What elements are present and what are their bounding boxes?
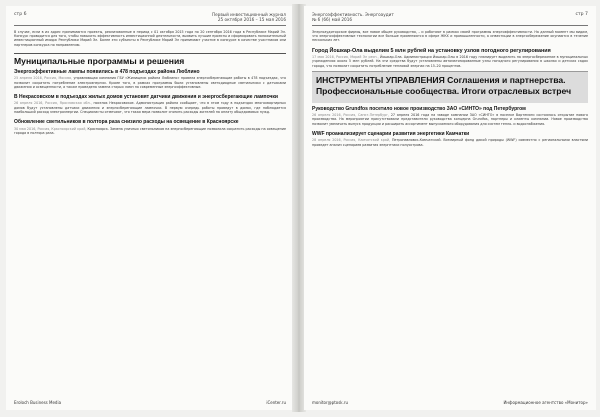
left-intro-text: В случае, если в их адрес принимаются проекты, реализованные в период с 01 октября 2015 года по 20 сентября 2016 года в Республике Марий Эл. Конкурс проводится для того, чтобы повысить эффективность инвестиционной деятельности, выявить лучшие проекты и сформировать положительный инвестиционный имидж Республики Марий Эл. Более эти субъекты в Республике Марий Эл принимают участие в конкурсе в качестве участников или партнеров конкурса по направлению. [14, 30, 286, 47]
left-article3-text: Красноярск. Замена уличных светильников на энергосберегающие позволила сократить расходы на освещение города в полтора раза. [14, 126, 286, 135]
right-article1-title: Город Йошкар-Ола выделим 5 млн рублей на установку узлов погодного регулирования [312, 47, 551, 54]
right-article3-text: Петропавловск-Камчатский. Всемирный фонд дикой природы (WWF) совместно с региональными властями проведет анализ сценариев развития энергетики полуострова. [312, 138, 588, 147]
right-article3-date: 28 апреля 2016, Россия, Камчатский край, [312, 138, 391, 143]
right-intro-text: Энергоаудиторские фирмы, все новое общее руководство, – и работают в рамках своей программы энергоэффективности. На данный момент мы видим, что энергоэффективные технологии все больше применяются в сфере ЖКХ и промышленности, а инвестиции в энергосбережение окупаются в течение нескольких лет. [312, 30, 588, 43]
right-article1-date: 17 мая 2016, Россия, Марий Эл респ., [312, 55, 379, 60]
right-article2-title: Руководство Grundfos посетило новое производство ЗАО «СИНТО» под Петербургом [312, 105, 526, 112]
left-page-body [14, 30, 286, 398]
left-magazine-name: Первый инвестиционный журнал [211, 12, 286, 17]
tools-section-box [312, 71, 588, 103]
left-page-footer [14, 400, 286, 407]
left-article2-text: поселок Некрасовское. Администрация района сообщает, что в этом году в подъездах многоквартирных домов будут установлены датчики движения и энергосберегающие лампочки. В первую очередь работы проведут в домах, где наблюдается наибольший расход электроэнергии. Специалисты отмечают, что такая мера позволит снизить расходы жителей на оплату общедомовых нужд. [14, 101, 286, 114]
right-article3-title: WWF проанализирует сценарии развития энергетики Камчатки [312, 130, 470, 137]
left-page [6, 6, 294, 410]
right-article1-text: Йошкар-Ола. Администрация Йошкар-Олы в 2016 году планирует выделить на энергосбережение в муниципальных учреждениях около 5 млн рублей. На эти средства будут установлены автоматизированные узлы погодного регулирования в школах и детских садах города, что позволит сократить потребление тепловой энергии на 15–20 процентов. [312, 55, 588, 68]
left-footer-publisher: Eroloch Business Media [14, 400, 62, 405]
left-header-rule [14, 25, 286, 26]
tools-section-title: ИНСТРУМЕНТЫ УПРАВЛЕНИЯ Соглашения и партнерства. Профессиональные сообщества. Итоги отраслевых встреч [316, 74, 572, 96]
right-footer-email: monitor@ptosk.ru [312, 400, 349, 405]
right-article2-date: 26 апреля 2016, Россия, Санкт-Петербург, [312, 113, 390, 118]
right-page-header [312, 12, 588, 28]
right-page-number: стр 7 [575, 12, 588, 17]
right-page [304, 6, 596, 410]
left-article2-title: В Некрасовском в подъездах жилых домов установят датчики движения и энергосберегающие лампочки [14, 93, 278, 100]
right-issue: № 6 (66) май 2016 [312, 17, 353, 23]
left-article1-text: управляющая компания ГБУ «Жилищник района Люблино» провела энергосберегающие работы в 478 подъездах, что позволит сократить потребление электроэнергии. Кроме того, в рамках программы были установлены светодиодные светильники с датчиками движения и освещенности, а также проведена замена старых ламп на современные энергоэффективные. [14, 76, 286, 89]
left-section-title: Муниципальные программы и решения [14, 53, 286, 66]
right-header-rule [312, 25, 588, 26]
left-page-header [14, 12, 286, 28]
right-article2-text: 27 апреля 2016 года на заводе компании ЗАО «СИНТО» в поселке Вартемяги состоялось открытие нового производства. На мероприятии присутствовали представители руководства концерна Grundfos, партнеры и клиенты компании. Новое производство позволит увеличить выпуск продукции и расширить ассортимент выпускаемого оборудования для систем тепло- и водоснабжения. [312, 113, 588, 126]
right-page-footer [312, 400, 588, 407]
left-article1-title: Энергоэффективные лампы появились в 478 подъездах района Люблино [14, 68, 200, 75]
left-article2-date: 26 апреля 2016, Россия, Ярославская обл., [14, 101, 92, 106]
left-article1-date: 25 апреля 2016, Россия, Москва, [14, 76, 73, 81]
right-magazine-name: Энергоэффективность. Энергоаудит [312, 12, 394, 17]
right-footer-agency: Информационное агентство «Монитор» [503, 400, 588, 405]
right-page-body [312, 30, 588, 398]
left-page-number: стр 6 [14, 12, 27, 17]
left-issue: 25 октября 2016 – 15 мая 2016 [217, 17, 286, 23]
left-article3-date: 30 мая 2016, Россия, Красноярский край, [14, 126, 87, 131]
left-footer-site: iCenter.ru [266, 400, 286, 405]
left-article3-title: Обновление светильников в полтора раза снизило расходы на освещение в Красноярске [14, 119, 239, 126]
